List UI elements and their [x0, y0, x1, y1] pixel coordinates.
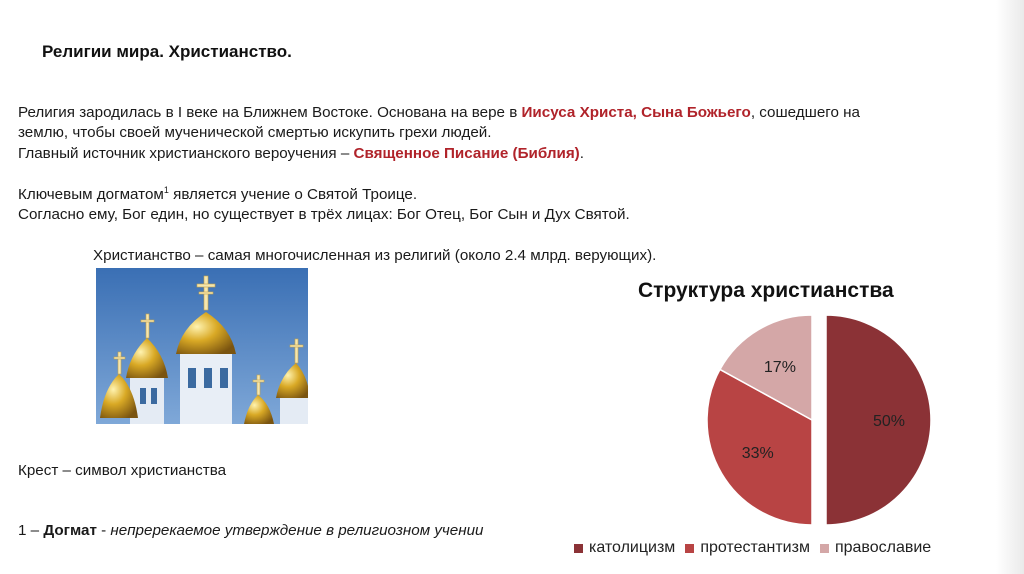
pie-chart — [662, 308, 962, 538]
legend-item-orthodox — [820, 539, 931, 557]
footnote-dash: - — [96, 522, 111, 539]
legend-item-catholic — [574, 539, 675, 557]
population-stat: Христианство – самая многочисленная из религий (около 2.4 млрд. верующих). — [93, 247, 657, 264]
footnote-term: Догмат — [43, 522, 97, 539]
dogma-line-1 — [18, 185, 417, 205]
intro-line-2: землю, чтобы своей мученической смертью искупить грехи людей. — [18, 124, 492, 141]
footnote-number: 1 – — [18, 522, 40, 539]
church-domes-photo — [96, 268, 308, 424]
pie-label-catholic: 50% — [872, 413, 906, 430]
dogma-line-1-text: Ключевым догматом — [18, 186, 164, 203]
intro-line-3 — [18, 144, 584, 164]
church-domes-illustration — [96, 268, 308, 424]
dogma-line-1-tail: является учение о Святой Троице. — [168, 186, 418, 203]
dogma-line-2: Согласно ему, Бог един, но существует в трёх лицах: Бог Отец, Бог Сын и Дух Святой. — [18, 206, 630, 223]
legend-label-orthodox: православие — [834, 539, 932, 556]
legend-swatch-orthodox — [820, 544, 829, 553]
footnote — [18, 521, 484, 541]
pie-label-orthodox: 17% — [763, 358, 796, 376]
pie-label-protestant: 33% — [741, 445, 774, 463]
footnote-definition: непререкаемое утверждение в религиозном учении — [110, 522, 484, 539]
jesus-highlight: Иисуса Христа, Сына Божьего — [521, 104, 751, 121]
legend-swatch-catholic — [574, 544, 583, 553]
intro-line-3-tail: . — [579, 145, 584, 162]
intro-line-1 — [18, 103, 860, 123]
legend-label-catholic: католицизм — [589, 539, 676, 556]
chart-legend — [574, 539, 931, 557]
legend-swatch-protestant — [685, 544, 694, 553]
legend-label-protestant: протестантизм — [700, 539, 810, 556]
intro-line-3-text: Главный источник христианского вероучения – — [18, 145, 354, 162]
slide-edge-shadow — [996, 0, 1024, 574]
intro-line-1-text: Религия зародилась в I веке на Ближнем Востоке. Основана на вере в — [18, 104, 522, 121]
cross-caption: Крест – символ христианства — [18, 462, 227, 479]
footnote-marker: 1 — [163, 184, 169, 195]
intro-line-1-tail: , сошедшего на — [750, 104, 860, 121]
chart-title: Структура христианства — [638, 279, 894, 302]
slide-title: Религии мира. Христианство. — [42, 42, 292, 61]
legend-item-protestant — [685, 539, 810, 557]
bible-highlight: Священное Писание (Библия) — [353, 145, 580, 162]
